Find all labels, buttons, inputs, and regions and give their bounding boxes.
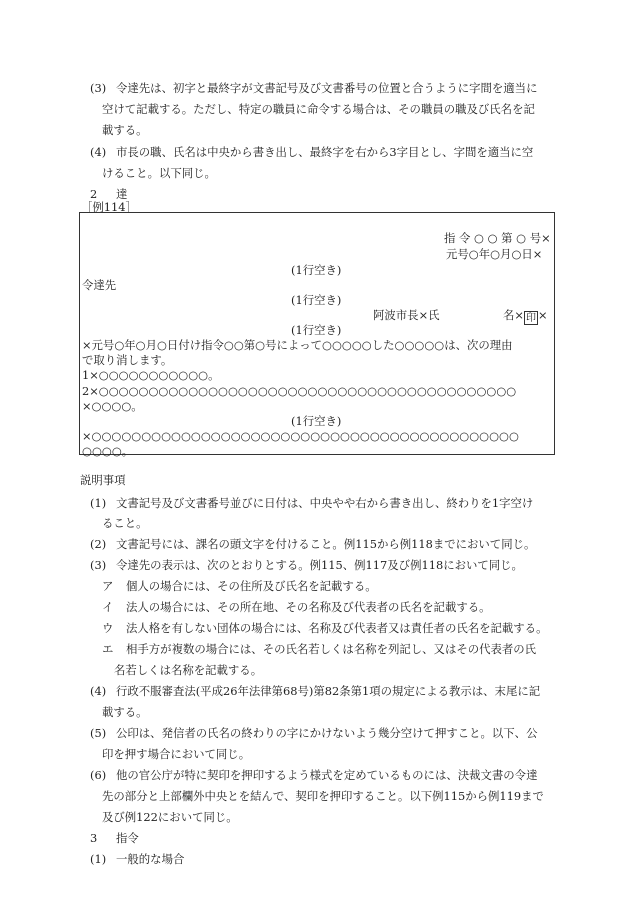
note-4-cont: 載する。 xyxy=(102,705,148,719)
note-5-cont: 印を押す場合において同じ。 xyxy=(102,747,251,761)
example-signer-title: 阿波市長×氏 xyxy=(373,308,440,322)
example-body-line-4: 2×○○○○○○○○○○○○○○○○○○○○○○○○○○○○○○○○○○○○○○○○○○ xyxy=(82,384,517,398)
note-4-number: (4) xyxy=(90,684,107,698)
example-date: 元号○年○月○日× xyxy=(446,247,543,261)
section-3-number: 3 xyxy=(90,831,98,845)
example-blank-line-4: (1行空き) xyxy=(291,414,342,428)
example-body-line-3: 1×○○○○○○○○○○○。 xyxy=(82,368,220,382)
intro-item-4-text: 市長の職、氏名は中央から書き出し、最終字を右から3字目とし、字間を適当に空 xyxy=(116,145,534,159)
intro-item-4-cont: けること。以下同じ。 xyxy=(102,166,216,180)
note-4-text: 行政不服審査法(平成26年法律第68号)第82条第1項の規定による教示は、末尾に記 xyxy=(116,684,541,698)
note-3-text: 令達先の表示は、次のとおりとする。例115、例117及び例118において同じ。 xyxy=(116,558,523,572)
note-6-number: (6) xyxy=(90,768,107,782)
section-3-1-number: (1) xyxy=(90,852,107,866)
note-6-cont-1: 先の部分と上部欄外中央とを結んで、契印を押印すること。以下例115から例119まで xyxy=(102,789,544,803)
note-3-u-text: 法人格を有しない団体の場合には、名称及び代表者又は責任者の氏名を記載する。 xyxy=(126,621,548,635)
intro-item-3-cont-2: 載する。 xyxy=(102,123,148,137)
note-2-number: (2) xyxy=(90,537,107,551)
example-body-line-2: で取り消します。 xyxy=(82,353,173,367)
note-3-a-text: 個人の場合には、その住所及び氏名を記載する。 xyxy=(126,579,377,593)
example-blank-line-1: (1行空き) xyxy=(291,263,342,277)
note-3-i-marker: イ xyxy=(102,600,114,614)
example-doc-number: 指 令 ○ ○ 第 ○ 号× xyxy=(444,231,551,245)
note-3-i-text: 法人の場合には、その所在地、その名称及び代表者の氏名を記載する。 xyxy=(126,600,491,614)
section-3-1-title: 一般的な場合 xyxy=(116,852,185,866)
intro-item-4-number: (4) xyxy=(90,145,107,159)
example-label: ［例114］ xyxy=(81,200,137,214)
note-1-text: 文書記号及び文書番号並びに日付は、中央やや右から書き出し、終わりを1字空け xyxy=(116,496,534,510)
intro-item-3-number: (3) xyxy=(90,81,107,95)
note-3-e-cont: 名若しくは名称を記載する。 xyxy=(114,663,263,677)
note-5-number: (5) xyxy=(90,726,107,740)
example-signer-name xyxy=(503,307,547,325)
note-6-text: 他の官公庁が特に契印を押印するよう様式を定めているものには、決裁文書の令達 xyxy=(116,768,538,782)
note-1-number: (1) xyxy=(90,496,107,510)
intro-item-3-text: 令達先は、初字と最終字が文書記号及び文書番号の位置と合うように字間を適当に xyxy=(116,81,538,95)
note-3-u-marker: ウ xyxy=(102,621,114,635)
example-tail-line-2: ○○○○。 xyxy=(82,444,134,458)
signer-tail: × xyxy=(537,308,548,322)
note-3-number: (3) xyxy=(90,558,107,572)
example-tail-line-1: ×○○○○○○○○○○○○○○○○○○○○○○○○○○○○○○○○○○○○○○○○○○○ xyxy=(82,429,519,443)
example-recipient: 令達先 xyxy=(82,278,117,292)
example-blank-line-3: (1行空き) xyxy=(291,323,342,337)
note-1-cont: ること。 xyxy=(102,516,148,530)
section-3-title: 指令 xyxy=(116,831,139,845)
note-3-a-marker: ア xyxy=(102,579,114,593)
example-body-line-1: ×元号○年○月○日付け指令○○第○号によって○○○○○した○○○○○は、次の理由 xyxy=(82,338,513,352)
example-blank-line-2: (1行空き) xyxy=(291,293,342,307)
intro-item-3-cont-1: 空けて記載する。ただし、特定の職員に命令する場合は、その職員の職及び氏名を記 xyxy=(102,102,535,116)
signer-name-text: 名× xyxy=(503,308,524,322)
seal-mark: 印 xyxy=(525,313,536,324)
note-3-e-text: 相手方が複数の場合には、その氏名若しくは名称を列記し、又はその代表者の氏 xyxy=(126,642,537,656)
section-2-number: 2 xyxy=(90,187,98,201)
note-3-e-marker: エ xyxy=(102,642,114,656)
example-body-line-5: ×○○○○。 xyxy=(82,399,143,413)
section-2-title: 達 xyxy=(116,187,128,201)
notes-heading: 説明事項 xyxy=(80,473,126,487)
note-6-cont-2: 及び例122において同じ。 xyxy=(102,810,238,824)
note-5-text: 公印は、発信者の氏名の終わりの字にかけないよう幾分空けて押すこと。以下、公 xyxy=(116,726,538,740)
note-2-text: 文書記号には、課名の頭文字を付けること。例115から例118までにおいて同じ。 xyxy=(116,537,536,551)
